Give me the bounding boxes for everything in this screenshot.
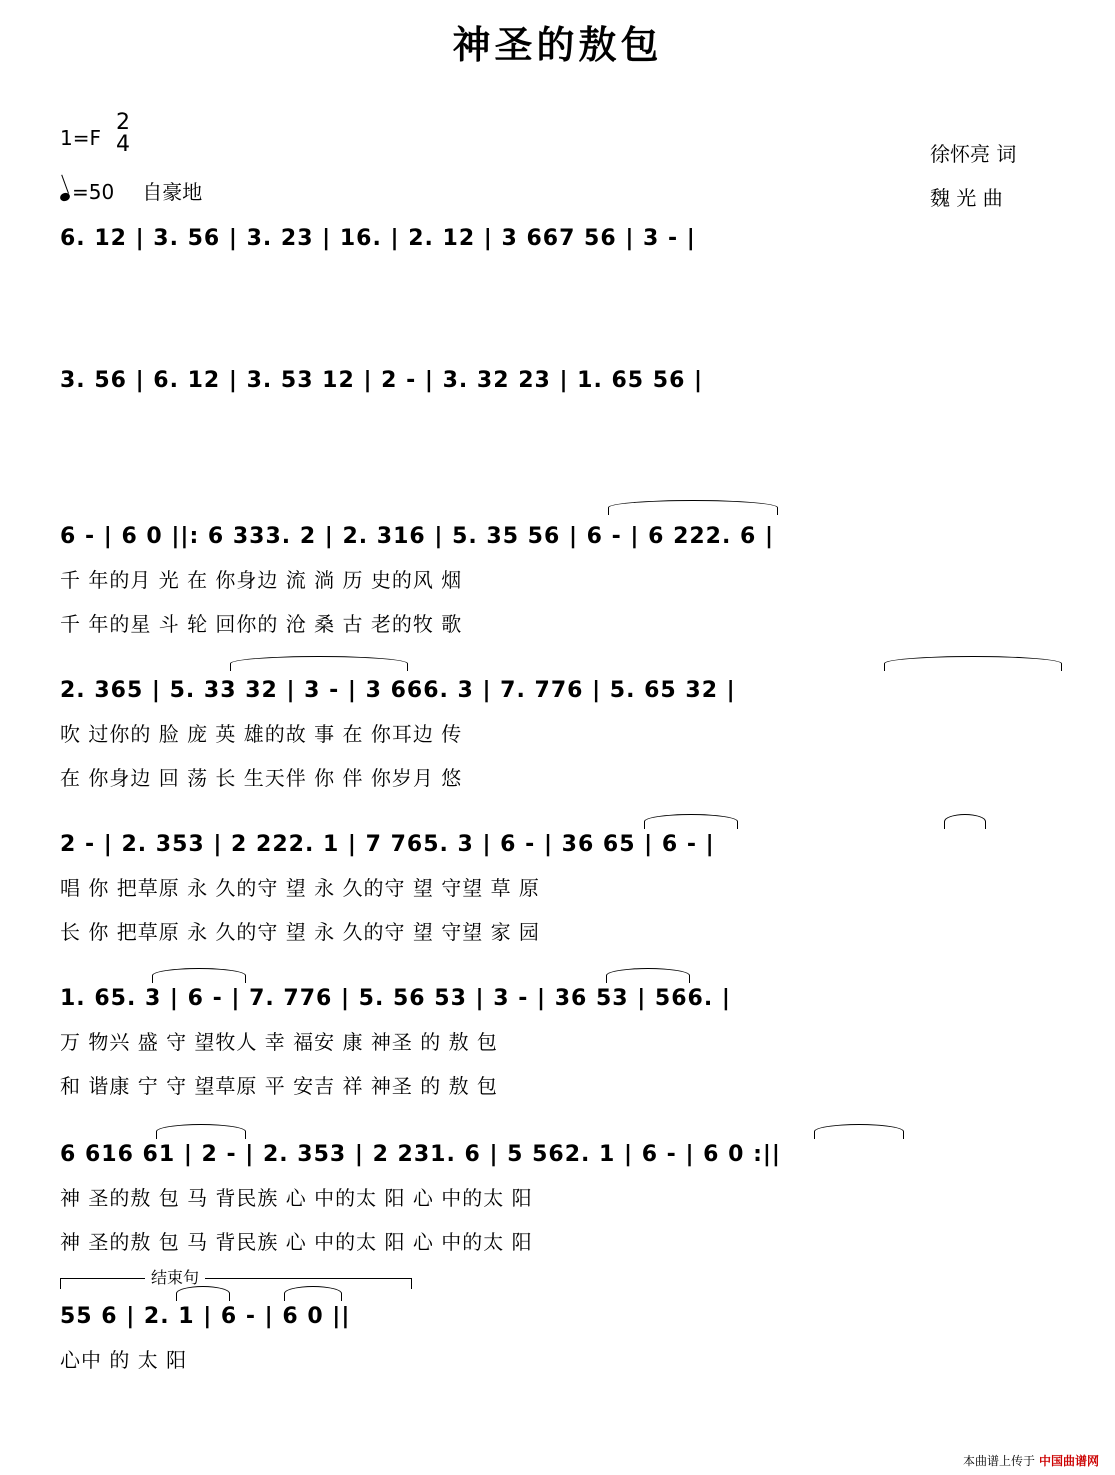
slur — [608, 500, 778, 515]
notes: 55 6 | 2. 1 | 6 - | 6 0 || — [60, 1304, 351, 1329]
slur — [156, 1124, 246, 1139]
lyrics-verse-2: 和 谐康 宁 守 望草原 平 安吉 祥 神圣 的 敖 包 — [60, 1074, 498, 1098]
slur — [884, 656, 1062, 671]
ending-bracket — [60, 1268, 412, 1289]
footer — [963, 1452, 1099, 1469]
ending-label: 结束句 — [145, 1265, 205, 1288]
song-title: 神圣的敖包 — [452, 23, 663, 67]
lyrics-verse-1: 唱 你 把草原 永 久的守 望 永 久的守 望 守望 草 原 — [60, 876, 540, 900]
composer: 魏 光 曲 — [930, 186, 1003, 210]
lyrics-verse-2: 千 年的星 斗 轮 回你的 沧 桑 古 老的牧 歌 — [60, 612, 463, 636]
notes: 2 - | 2. 353 | 2 222. 1 | 7 765. 3 | 6 - | 36 65 | 6 - | — [60, 832, 715, 857]
key-signature: 1=F — [60, 126, 101, 150]
footer-text: 本曲谱上传于 — [962, 1454, 1035, 1468]
lyrics-verse-2: 在 你身边 回 荡 长 生天伴 你 伴 你岁月 悠 — [60, 766, 463, 790]
tempo-value: =50 — [72, 180, 115, 204]
expression-marking: 自豪地 — [142, 180, 203, 204]
lyrics-verse-1: 万 物兴 盛 守 望牧人 幸 福安 康 神圣 的 敖 包 — [60, 1030, 498, 1054]
time-sig-top: 2 — [116, 110, 130, 135]
lyrics-verse-1: 心中 的 太 阳 — [60, 1348, 188, 1372]
notes: 6 - | 6 0 ||: 6 333. 2 | 2. 316 | 5. 35 56 | 6 - | 6 222. 6 | — [60, 524, 775, 549]
slur — [944, 814, 986, 829]
quarter-note-icon — [59, 192, 71, 203]
slur — [176, 1286, 230, 1301]
time-sig-bottom: 4 — [116, 132, 130, 157]
slur — [284, 1286, 342, 1301]
lyrics-verse-2: 长 你 把草原 永 久的守 望 永 久的守 望 守望 家 园 — [60, 920, 540, 944]
site-logo[interactable]: 中国曲谱网 — [1038, 1454, 1099, 1468]
slur — [152, 968, 246, 983]
notes: 6. 12 | 3. 56 | 3. 23 | 16. | 2. 12 | 3 667 56 | 3 - | — [60, 226, 696, 251]
lyrics-verse-1: 吹 过你的 脸 庞 英 雄的故 事 在 你耳边 传 — [60, 722, 463, 746]
slur — [230, 656, 408, 671]
lyrics-verse-1: 千 年的月 光 在 你身边 流 淌 历 史的风 烟 — [60, 568, 463, 592]
notes: 6 616 61 | 2 - | 2. 353 | 2 231. 6 | 5 562. 1 | 6 - | 6 0 :|| — [60, 1142, 781, 1167]
time-signature — [116, 112, 130, 156]
lyrics-verse-1: 神 圣的敖 包 马 背民族 心 中的太 阳 心 中的太 阳 — [60, 1186, 533, 1210]
notes: 1. 65. 3 | 6 - | 7. 776 | 5. 56 53 | 3 - | 36 53 | 566. | — [60, 986, 731, 1011]
notes: 3. 56 | 6. 12 | 3. 53 12 | 2 - | 3. 32 23 | 1. 65 56 | — [60, 368, 704, 393]
slur — [644, 814, 738, 829]
slur — [606, 968, 690, 983]
notes: 2. 365 | 5. 33 32 | 3 - | 3 666. 3 | 7. 776 | 5. 65 32 | — [60, 678, 736, 703]
slur — [814, 1124, 904, 1139]
tempo-marking — [60, 176, 202, 205]
lyricist: 徐怀亮 词 — [930, 142, 1017, 166]
lyrics-verse-2: 神 圣的敖 包 马 背民族 心 中的太 阳 心 中的太 阳 — [60, 1230, 533, 1254]
